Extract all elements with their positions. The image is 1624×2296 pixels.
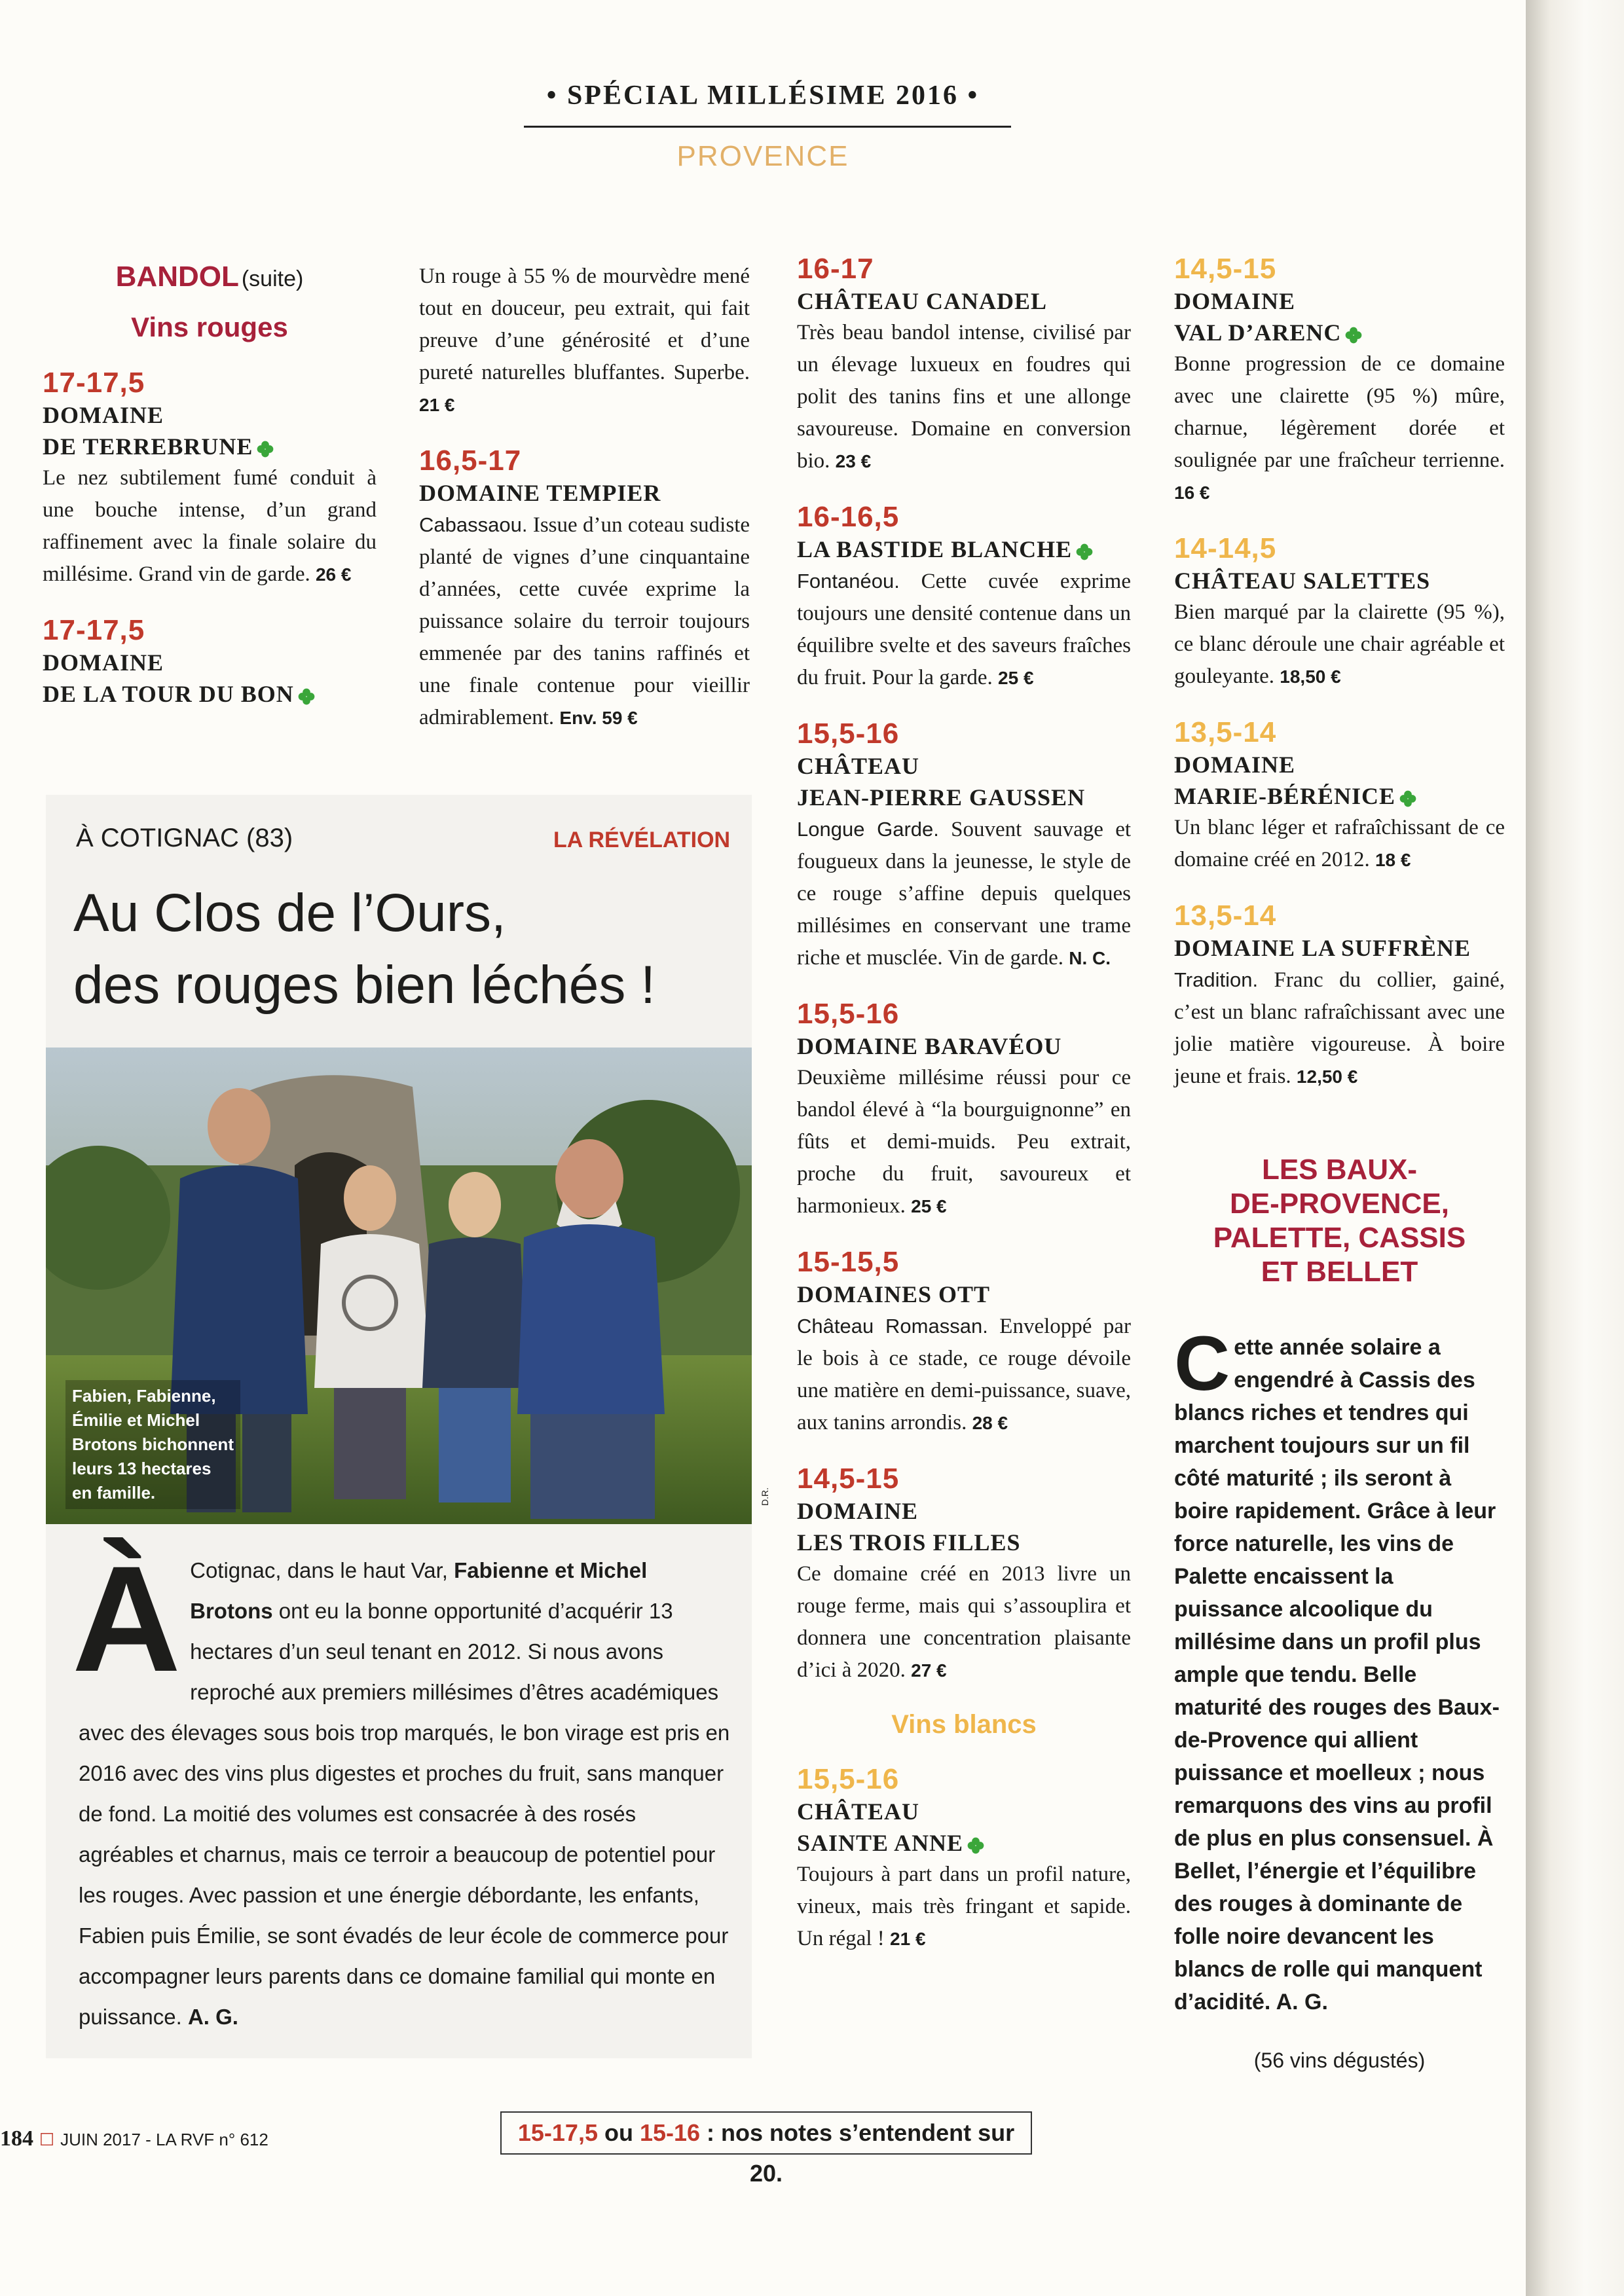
wine-price: Env. 59 € (559, 708, 638, 728)
section-title: BANDOL (115, 261, 239, 293)
regions-dropcap: C (1174, 1321, 1230, 1407)
wine-entry (43, 614, 377, 710)
box-dropcap: À (72, 1535, 181, 1703)
wine-entry (1174, 900, 1505, 1093)
bio-clover-icon (1345, 327, 1362, 344)
wine-rating: 15,5-16 (797, 1763, 900, 1795)
bio-clover-icon (1076, 543, 1093, 560)
column-3 (797, 233, 1131, 1955)
wine-entry (43, 367, 377, 591)
wine-name-line1: DOMAINES OTT (797, 1281, 991, 1307)
wine-rating: 16-17 (797, 253, 874, 285)
wine-description: Issue d’un coteau sudiste planté de vignes d’une cinquantaine d’années, cette cuvée exprime la puissance solaire du terroir toujours emmenée par des tanins raffinés et une finale contenue pour vieillir admirablement. (419, 513, 750, 729)
wine-entry (1174, 716, 1505, 876)
wine-entry (1174, 532, 1505, 693)
tasted-count: (56 vins dégustés) (1253, 2049, 1426, 2072)
wine-description: Deuxième millésime réussi pour ce bandol élevé à “la bourguignonne” en fûts et demi-muids. Peu extrait, proche du fruit, savoureux et harmonieux. (797, 1066, 1131, 1218)
wine-description: Enveloppé par le bois à ce stade, ce rouge dévoile une matière en demi-puissance, suave, aux tanins arrondis. (797, 1315, 1131, 1434)
legend-rating-b: 15-16 (639, 2119, 701, 2146)
caption-line: Brotons bichonnent (72, 1434, 234, 1454)
blancs-subtitle: Vins blancs (891, 1710, 1037, 1739)
wine-rating: 13,5-14 (1174, 716, 1277, 748)
wine-name-line1: CHÂTEAU SALETTES (1174, 568, 1431, 594)
wine-name-line1: DOMAINE (1174, 288, 1295, 314)
box-body-text: ont eu la bonne opportunité d’acquérir 13 hectares d’un seul tenant en 2012. Si nous avons reproché aux premiers millésimes d’êtres académiques avec des élevages sous bois trop marqués, le bon virage est pris en 2016 avec des vins plus digestes et proches du fruit, sans manquer de fond. La moitié des volumes est consacrée à des rosés agréables et charnus, mais ce terroir a beaucoup de potentiel pour les rouges. Avec passion et une énergie débordante, les enfants, Fabien puis Émilie, se sont évadés de leur école de commerce pour accompagner leurs parents dans ce domaine familial qui monte en puissance. (79, 1599, 730, 2029)
bio-clover-icon (967, 1837, 984, 1854)
wine-name-line1: LA BASTIDE BLANCHE (797, 536, 1073, 562)
wine-name-line1: DOMAINE LA SUFFRÈNE (1174, 935, 1471, 961)
page-header-region: PROVENCE (676, 140, 849, 172)
photo-credit: D.R. (760, 1487, 770, 1506)
wine-rating: 15-15,5 (797, 1246, 900, 1278)
caption-line: en famille. (72, 1483, 156, 1503)
wine-name-line1: DOMAINE (43, 402, 164, 428)
wine-price: 21 € (890, 1929, 926, 1949)
column-4 (1174, 233, 1505, 2073)
section-heading (43, 261, 377, 293)
wine-name-line2: MARIE-BÉRÉNICE (1174, 783, 1396, 809)
wine-price: 18,50 € (1280, 666, 1341, 687)
wine-price: 26 € (315, 564, 352, 585)
box-title-line2: des rouges bien léchés ! (73, 955, 655, 1015)
wine-rating: 16-16,5 (797, 501, 900, 533)
rating-legend (500, 2111, 1032, 2187)
wine-price: 25 € (911, 1196, 947, 1216)
wine-name-line1: CHÂTEAU (797, 1798, 920, 1825)
wine-name-line1: DOMAINE TEMPIER (419, 480, 661, 506)
regions-title-line: DE-PROVENCE, (1230, 1188, 1449, 1220)
wine-name-line1: DOMAINE (797, 1498, 918, 1524)
wine-entry (1174, 253, 1505, 509)
wine-rating: 15,5-16 (797, 718, 900, 750)
wine-description: Bonne progression de ce domaine avec une clairette (95 %) mûre, charnue, légèrement dorée et soulignée par une fraîcheur terrienne. (1174, 352, 1505, 472)
regions-text: ette année solaire a engendré à Cassis des blancs riches et tendres qui marchent toujours sur un fil côté maturité ; ils seront à boire rapidement. Grâce à leur force naturelle, les vins de Palette encaissent la puissance alcoolique du millésime dans un profil plus ample que tendu. Belle maturité des rouges des Baux-de-Provence qui allient puissance et moelleux ; nous remarquons des vins au profil de plus en plus consensuel. À Bellet, l’énergie et l’équilibre des rouges à dominante de folle noire devancent les blancs de rolle qui manquent d’acidité. (1174, 1335, 1500, 2014)
wine-description: Un blanc léger et rafraîchissant de ce domaine créé en 2012. (1174, 816, 1505, 871)
wine-description: Toujours à part dans un profil nature, vineux, mais très fringant et sapide. Un régal ! (797, 1863, 1131, 1950)
wine-rating: 13,5-14 (1174, 900, 1277, 932)
header-rule (524, 126, 1011, 128)
wine-entry (797, 501, 1131, 694)
caption-line: Émilie et Michel (72, 1410, 200, 1430)
legend-or: ou (597, 2119, 640, 2146)
wine-name-line2: VAL D’ARENC (1174, 319, 1342, 346)
wine-description: Cette cuvée exprime toujours une densité contenue dans un équilibre svelte et des saveurs fraîches du fruit. Pour la garde. (797, 570, 1131, 689)
wine-rating: 14,5-15 (797, 1463, 900, 1495)
page-header-title: • SPÉCIAL MILLÉSIME 2016 • (546, 81, 980, 111)
page-edge (1526, 0, 1624, 2296)
legend-rating-a: 15-17,5 (517, 2119, 598, 2146)
regions-heading (1174, 1153, 1505, 1289)
wine-name-line2: DE TERREBRUNE (43, 433, 253, 460)
box-lead-names: Fabienne et Michel Brotons (190, 1558, 648, 1623)
wine-entry (797, 1463, 1131, 1686)
wine-rating: 17-17,5 (43, 367, 145, 399)
regions-text-block (1174, 1321, 1505, 2018)
wine-cuvee: Tradition. (1174, 968, 1259, 991)
wine-price: 16 € (1174, 483, 1210, 503)
page-number: 184 (0, 2126, 33, 2151)
wine-description: Souvent sauvage et fougueux dans la jeunesse, le style de ce rouge s’affine depuis quelques millésimes en conservant une trame riche et musclée. Vin de garde. (797, 818, 1132, 970)
wine-name-line2: SAINTE ANNE (797, 1830, 964, 1856)
wine-entry (797, 718, 1131, 974)
wine-name-line1: CHÂTEAU CANADEL (797, 288, 1048, 314)
section-suffix: (suite) (241, 266, 304, 291)
caption-line: Fabien, Fabienne, (72, 1386, 216, 1406)
family-photo (46, 1048, 752, 1524)
regions-title-line: ET BELLET (1261, 1256, 1418, 1288)
wine-name-line2: LES TROIS FILLES (797, 1529, 1021, 1556)
wine-description: Très beau bandol intense, civilisé par un élevage luxueux en foudres qui polit des tanins fins et une allonge savoureuse. Domaine en conversion bio. (797, 321, 1131, 473)
wine-description: Bien marqué par la clairette (95 %), ce blanc déroule une chair agréable et gouleyante. (1174, 600, 1505, 688)
page-footer (0, 2126, 268, 2151)
photo-caption (65, 1380, 240, 1509)
wine-name-line2: DE LA TOUR DU BON (43, 681, 294, 707)
section-subtitle: Vins rouges (131, 312, 288, 342)
footer-separator-icon: ☐ (39, 2130, 55, 2149)
wine-rating: 16,5-17 (419, 445, 522, 477)
wine-entry (797, 1246, 1131, 1439)
issue-info: JUIN 2017 - LA RVF n° 612 (60, 2130, 268, 2149)
wine-description: Franc du collier, gainé, c’est un blanc rafraîchissant avec une jolie matière vigoureuse. À boire jeune et frais. (1174, 968, 1505, 1088)
wine-cuvee: Cabassaou. (419, 513, 528, 536)
wine-price: 18 € (1375, 850, 1411, 870)
wine-name-line1: DOMAINE (43, 649, 164, 676)
wine-price: 12,50 € (1296, 1066, 1358, 1087)
wine-description: Un rouge à 55 % de mourvèdre mené tout en douceur, peu extrait, qui fait preuve d’une générosité et d’une pureté naturelles bluffantes. Superbe. (419, 264, 750, 384)
wine-cuvee: Château Romassan. (797, 1315, 988, 1338)
box-title-line1: Au Clos de l’Ours, (73, 883, 506, 943)
wine-cuvee: Longue Garde. (797, 818, 939, 841)
wine-cuvee: Fontanéou. (797, 570, 900, 592)
box-kicker: À COTIGNAC (83) (76, 824, 293, 852)
wine-name-line2: JEAN-PIERRE GAUSSEN (797, 784, 1086, 811)
wine-name-line1: DOMAINE BARAVÉOU (797, 1033, 1062, 1059)
regions-title-line: LES BAUX- (1261, 1154, 1418, 1186)
box-lead-text: Cotignac, dans le haut Var, (190, 1558, 454, 1582)
legend-text: : nos notes s’entendent sur 20. (700, 2119, 1015, 2187)
wine-description: Le nez subtilement fumé conduit à une bouche intense, d’un grand raffinement avec la finale solaire du millésime. Grand vin de garde. (43, 466, 377, 586)
wine-price: 23 € (835, 451, 872, 471)
column-2 (419, 261, 750, 734)
bio-clover-icon (1399, 790, 1416, 807)
bio-clover-icon (298, 688, 315, 705)
wine-description: Ce domaine créé en 2013 livre un rouge ferme, mais qui s’assouplira et donnera une concentration plaisante d’ici à 2020. (797, 1562, 1131, 1682)
caption-line: leurs 13 hectares (72, 1459, 212, 1478)
bio-clover-icon (257, 441, 274, 458)
box-body (72, 1535, 733, 2037)
regions-title-line: PALETTE, CASSIS (1213, 1222, 1466, 1254)
wine-rating: 14-14,5 (1174, 532, 1277, 564)
wine-price: 25 € (998, 668, 1034, 688)
wine-price: N. C. (1069, 948, 1111, 968)
wine-entry (797, 998, 1131, 1222)
wine-price: 27 € (911, 1660, 947, 1681)
box-tag: LA RÉVÉLATION (553, 828, 731, 852)
column-1 (43, 261, 377, 710)
wine-entry (419, 445, 750, 734)
wine-name-line1: DOMAINE (1174, 752, 1295, 778)
wine-price: 21 € (419, 395, 455, 415)
wine-price: 28 € (972, 1413, 1008, 1433)
wine-entry (797, 1763, 1131, 1955)
wine-entry (797, 253, 1131, 477)
box-author: A. G. (187, 2005, 238, 2029)
wine-rating: 17-17,5 (43, 614, 145, 646)
regions-author: A. G. (1276, 1990, 1328, 2014)
wine-name-line1: CHÂTEAU (797, 753, 920, 779)
wine-rating: 14,5-15 (1174, 253, 1277, 285)
wine-rating: 15,5-16 (797, 998, 900, 1030)
